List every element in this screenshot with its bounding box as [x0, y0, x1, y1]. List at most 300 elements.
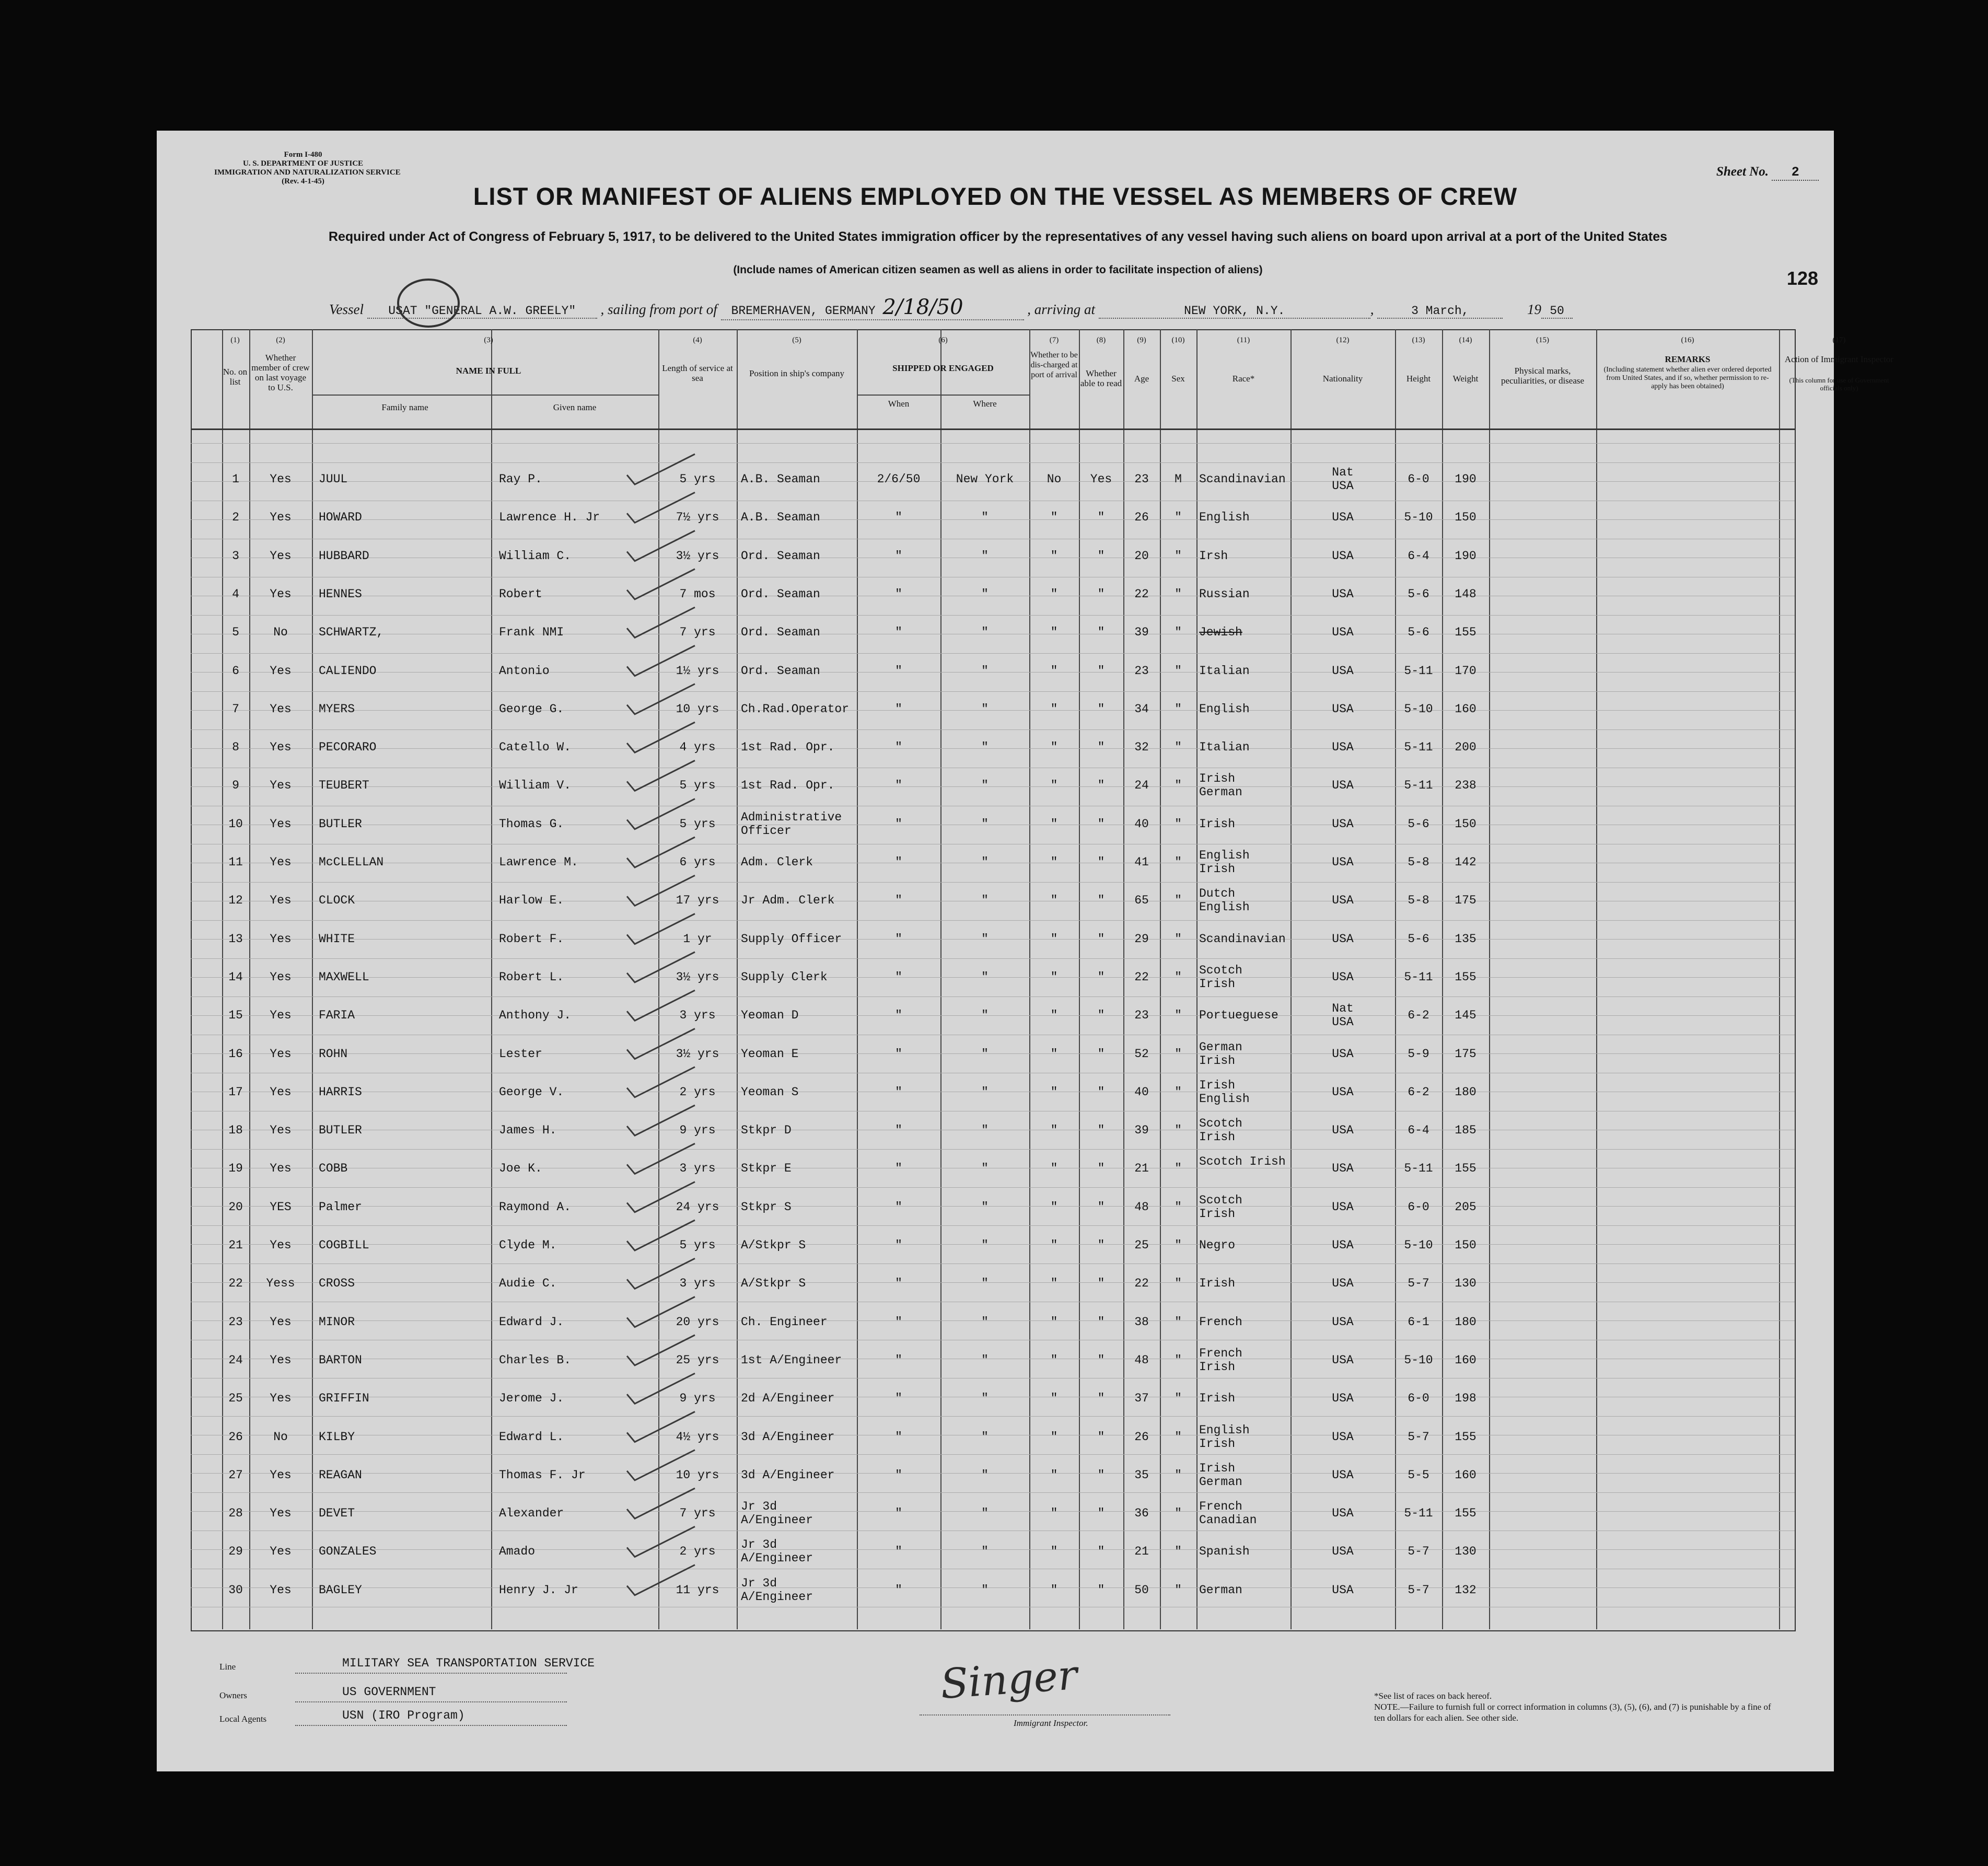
col-num-8: (8) — [1096, 336, 1106, 344]
given-name: Alexander — [499, 1506, 564, 1520]
sex: " — [1175, 587, 1182, 601]
age: 32 — [1134, 740, 1149, 754]
able-to-read: " — [1097, 1009, 1105, 1022]
discharged: " — [1050, 511, 1058, 524]
discharged: " — [1050, 1277, 1058, 1290]
age: 40 — [1134, 817, 1149, 831]
sex: " — [1175, 855, 1182, 869]
sex: " — [1175, 779, 1182, 792]
subheader-divider — [312, 395, 658, 396]
shipped-where: " — [981, 1583, 989, 1597]
height: 5-9 — [1408, 1047, 1429, 1061]
nationality: USA — [1332, 1085, 1354, 1099]
age: 39 — [1134, 1123, 1149, 1137]
line-rule — [295, 1672, 567, 1674]
header-age: Age — [1134, 374, 1149, 384]
able-to-read: " — [1097, 740, 1105, 754]
position: Ch. Engineer — [741, 1315, 828, 1329]
shipped-when: " — [895, 1583, 902, 1597]
given-name: Lester — [499, 1047, 542, 1061]
header-sex: Sex — [1171, 374, 1185, 384]
length-of-service: 5 yrs — [679, 779, 716, 792]
family-name: FARIA — [319, 1009, 355, 1022]
crew-last-voyage: Yes — [270, 1238, 292, 1252]
header-race: Race* — [1232, 374, 1255, 384]
discharged: " — [1050, 740, 1058, 754]
row-number: 25 — [228, 1392, 243, 1405]
line-label: Line — [219, 1662, 236, 1672]
weight: 145 — [1455, 1009, 1477, 1022]
length-of-service: 7 mos — [679, 587, 716, 601]
shipped-when: " — [895, 1315, 902, 1329]
nationality: USA — [1332, 1468, 1354, 1482]
given-name: Clyde M. — [499, 1238, 557, 1252]
age: 36 — [1134, 1506, 1149, 1520]
family-name: MAXWELL — [319, 970, 369, 984]
length-of-service: 17 yrs — [676, 894, 719, 907]
service-name: IMMIGRATION AND NATURALIZATION SERVICE — [214, 168, 401, 177]
given-name: Catello W. — [499, 740, 572, 754]
sex: " — [1175, 1277, 1182, 1290]
shipped-where: " — [981, 1238, 989, 1252]
race: Scandinavian — [1199, 472, 1286, 486]
header-physical-marks: Physical marks, peculiarities, or disease — [1501, 366, 1585, 386]
discharged: " — [1050, 1123, 1058, 1137]
age: 24 — [1134, 779, 1149, 792]
shipped-when: " — [895, 1123, 902, 1137]
sex: " — [1175, 1353, 1182, 1367]
able-to-read: " — [1097, 625, 1105, 639]
family-name: CROSS — [319, 1277, 355, 1290]
family-name: COBB — [319, 1162, 348, 1175]
race: Negro — [1199, 1238, 1236, 1252]
header-family-name: Family name — [381, 402, 428, 412]
handwritten-date: 2/18/50 — [882, 295, 963, 319]
position: Yeoman D — [741, 1009, 799, 1022]
length-of-service: 11 yrs — [676, 1583, 719, 1597]
shipped-when: " — [895, 587, 902, 601]
nationality: USA — [1332, 932, 1354, 946]
race: French — [1199, 1315, 1242, 1329]
position: Administrative Officer — [741, 810, 842, 838]
family-name: COGBILL — [319, 1238, 369, 1252]
crew-last-voyage: Yes — [270, 740, 292, 754]
length-of-service: 3½ yrs — [676, 549, 719, 563]
position: Ch.Rad.Operator — [741, 702, 850, 716]
row-number: 9 — [232, 779, 239, 792]
sheet-label: Sheet No. — [1716, 165, 1769, 179]
header-height: Height — [1406, 374, 1431, 384]
footer-notes — [1374, 1690, 1771, 1723]
header-no-on-list: No. on list — [223, 367, 248, 387]
row-number: 17 — [228, 1085, 243, 1099]
length-of-service: 9 yrs — [679, 1123, 716, 1137]
arrival-date: 3 March, — [1377, 304, 1503, 319]
discharged: " — [1050, 1583, 1058, 1597]
weight: 142 — [1455, 855, 1477, 869]
discharged: " — [1050, 664, 1058, 678]
weight: 150 — [1455, 817, 1477, 831]
height: 5-11 — [1404, 779, 1433, 792]
given-name: William C. — [499, 549, 572, 563]
weight: 200 — [1455, 740, 1477, 754]
weight: 180 — [1455, 1085, 1477, 1099]
nationality: USA — [1332, 1162, 1354, 1175]
header-shipped-or-engaged: SHIPPED OR ENGAGED — [892, 363, 994, 373]
discharged: " — [1050, 1009, 1058, 1022]
weight: 198 — [1455, 1392, 1477, 1405]
length-of-service: 10 yrs — [676, 1468, 719, 1482]
position: 3d A/Engineer — [741, 1430, 835, 1444]
nationality: USA — [1332, 1506, 1354, 1520]
shipped-when: " — [895, 740, 902, 754]
length-of-service: 4 yrs — [679, 740, 716, 754]
weight: 160 — [1455, 1468, 1477, 1482]
discharged: " — [1050, 702, 1058, 716]
length-of-service: 5 yrs — [679, 472, 716, 486]
nationality: USA — [1332, 779, 1354, 792]
length-of-service: 4½ yrs — [676, 1430, 719, 1444]
sex: " — [1175, 1545, 1182, 1558]
sex: " — [1175, 1200, 1182, 1214]
circle-mark — [392, 274, 465, 332]
discharged: " — [1050, 1315, 1058, 1329]
shipped-where: " — [981, 970, 989, 984]
crew-last-voyage: Yes — [270, 1047, 292, 1061]
shipped-where: " — [981, 1085, 989, 1099]
sex: " — [1175, 664, 1182, 678]
col-num-10: (10) — [1171, 336, 1185, 344]
position: A.B. Seaman — [741, 511, 820, 524]
age: 23 — [1134, 472, 1149, 486]
nationality: USA — [1332, 511, 1354, 524]
age: 50 — [1134, 1583, 1149, 1597]
col-num-5: (5) — [792, 336, 801, 344]
position: 1st A/Engineer — [741, 1353, 842, 1367]
given-name: Thomas G. — [499, 817, 564, 831]
shipped-when: " — [895, 1009, 902, 1022]
row-number: 13 — [228, 932, 243, 946]
line-value: MILITARY SEA TRANSPORTATION SERVICE — [342, 1656, 595, 1670]
sex: " — [1175, 511, 1182, 524]
discharged: " — [1050, 1200, 1058, 1214]
age: 38 — [1134, 1315, 1149, 1329]
family-name: SCHWARTZ, — [319, 625, 384, 639]
sex: " — [1175, 970, 1182, 984]
race: Irish — [1199, 817, 1236, 831]
length-of-service: 3½ yrs — [676, 1047, 719, 1061]
length-of-service: 3½ yrs — [676, 970, 719, 984]
able-to-read: " — [1097, 1162, 1105, 1175]
crew-last-voyage: Yes — [270, 1009, 292, 1022]
nationality: USA — [1332, 1392, 1354, 1405]
position: 1st Rad. Opr. — [741, 740, 835, 754]
vessel-name: USAT "GENERAL A.W. GREELY" — [367, 304, 597, 319]
age: 37 — [1134, 1392, 1149, 1405]
able-to-read: " — [1097, 1392, 1105, 1405]
crew-last-voyage: Yes — [270, 1085, 292, 1099]
height: 5-11 — [1404, 740, 1433, 754]
given-name: Raymond A. — [499, 1200, 572, 1214]
position: Jr Adm. Clerk — [741, 894, 835, 907]
discharged: " — [1050, 894, 1058, 907]
nationality: USA — [1332, 1545, 1354, 1558]
crew-last-voyage: Yes — [270, 855, 292, 869]
race: Spanish — [1199, 1545, 1250, 1558]
row-number: 2 — [232, 511, 239, 524]
shipped-where: " — [981, 932, 989, 946]
weight: 150 — [1455, 511, 1477, 524]
row-number: 6 — [232, 664, 239, 678]
given-name: Lawrence H. Jr — [499, 511, 600, 524]
shipped-when: " — [895, 779, 902, 792]
row-number: 8 — [232, 740, 239, 754]
shipped-where: " — [981, 625, 989, 639]
signature-rule — [920, 1714, 1170, 1716]
able-to-read: " — [1097, 1506, 1105, 1520]
able-to-read: " — [1097, 1277, 1105, 1290]
position: Ord. Seaman — [741, 625, 820, 639]
discharged: " — [1050, 817, 1058, 831]
crew-last-voyage: Yes — [270, 970, 292, 984]
crew-last-voyage: Yes — [270, 1315, 292, 1329]
position: Yeoman S — [741, 1085, 799, 1099]
form-number: Form I-480 — [284, 150, 322, 159]
family-name: ROHN — [319, 1047, 348, 1061]
crew-last-voyage: Yes — [270, 549, 292, 563]
family-name: BUTLER — [319, 1123, 362, 1137]
ruled-line — [191, 996, 1795, 997]
height: 6-4 — [1408, 1123, 1429, 1137]
height: 6-4 — [1408, 549, 1429, 563]
race: Irish — [1199, 1392, 1236, 1405]
height: 5-10 — [1404, 511, 1433, 524]
discharged: " — [1050, 1162, 1058, 1175]
row-number: 1 — [232, 472, 239, 486]
manifest-sheet — [157, 131, 1894, 1771]
family-name: MINOR — [319, 1315, 355, 1329]
nationality: USA — [1332, 894, 1354, 907]
ruled-line — [191, 920, 1795, 921]
header-length-of-service: Length of service at sea — [662, 363, 733, 383]
race: Irish German — [1199, 1462, 1242, 1489]
shipped-where: " — [981, 1430, 989, 1444]
row-number: 14 — [228, 970, 243, 984]
race: Italian — [1199, 664, 1250, 678]
able-to-read: " — [1097, 894, 1105, 907]
given-name: Anthony J. — [499, 1009, 572, 1022]
height: 6-0 — [1408, 1392, 1429, 1405]
age: 25 — [1134, 1238, 1149, 1252]
header-where: Where — [973, 399, 997, 409]
local-agents-label: Local Agents — [219, 1714, 267, 1724]
family-name: CLOCK — [319, 894, 355, 907]
crew-last-voyage: Yes — [270, 779, 292, 792]
given-name: Robert — [499, 587, 542, 601]
sailing-label: , sailing from port of — [600, 302, 717, 317]
length-of-service: 25 yrs — [676, 1353, 719, 1367]
crew-last-voyage: Yes — [270, 1468, 292, 1482]
column-divider — [737, 329, 738, 1629]
height: 5-10 — [1404, 702, 1433, 716]
weight: 130 — [1455, 1545, 1477, 1558]
shipped-where: " — [981, 1277, 989, 1290]
shipped-where: " — [981, 1047, 989, 1061]
col-num-17: (17) — [1832, 336, 1846, 344]
given-name: William V. — [499, 779, 572, 792]
shipped-where: " — [981, 1468, 989, 1482]
col-num-14: (14) — [1459, 336, 1472, 344]
shipped-when: " — [895, 1430, 902, 1444]
age: 21 — [1134, 1545, 1149, 1558]
shipped-when: " — [895, 1506, 902, 1520]
column-divider — [1489, 329, 1490, 1629]
shipped-when: " — [895, 1277, 902, 1290]
row-number: 4 — [232, 587, 239, 601]
length-of-service: 3 yrs — [679, 1009, 716, 1022]
arriving-label: , arriving at — [1027, 302, 1096, 317]
discharged: " — [1050, 1506, 1058, 1520]
form-identifier — [214, 150, 401, 186]
agents-rule — [295, 1724, 567, 1726]
height: 5-7 — [1408, 1430, 1429, 1444]
col-num-11: (11) — [1237, 336, 1250, 344]
family-name: CALIENDO — [319, 664, 377, 678]
page-note: (Include names of American citizen seamen as well as aliens in order to facilitate inspection of aliens) — [733, 264, 1263, 276]
discharged: " — [1050, 1353, 1058, 1367]
length-of-service: 2 yrs — [679, 1085, 716, 1099]
position: 3d A/Engineer — [741, 1468, 835, 1482]
col-num-7: (7) — [1049, 336, 1059, 344]
position: 2d A/Engineer — [741, 1392, 835, 1405]
arrival-port: NEW YORK, N.Y. — [1099, 304, 1370, 319]
position: Ord. Seaman — [741, 664, 820, 678]
shipped-where: " — [981, 817, 989, 831]
nationality: USA — [1332, 970, 1354, 984]
col-num-1: (1) — [230, 336, 240, 344]
able-to-read: " — [1097, 1085, 1105, 1099]
crew-last-voyage: YES — [270, 1200, 292, 1214]
shipped-where: " — [981, 1353, 989, 1367]
nationality: USA — [1332, 855, 1354, 869]
age: 34 — [1134, 702, 1149, 716]
age: 35 — [1134, 1468, 1149, 1482]
nationality: USA — [1332, 1315, 1354, 1329]
height: 6-0 — [1408, 1200, 1429, 1214]
header-remarks: REMARKS — [1665, 354, 1711, 364]
shipped-where: " — [981, 1200, 989, 1214]
header-divider — [191, 428, 1795, 430]
ruled-line — [191, 462, 1795, 463]
family-name: HUBBARD — [319, 549, 369, 563]
discharged: " — [1050, 587, 1058, 601]
row-number: 30 — [228, 1583, 243, 1597]
crew-last-voyage: Yess — [266, 1277, 295, 1290]
vessel-label: Vessel — [329, 302, 364, 317]
weight: 175 — [1455, 894, 1477, 907]
discharged: " — [1050, 1392, 1058, 1405]
discharged: " — [1050, 1238, 1058, 1252]
position: Supply Officer — [741, 932, 842, 946]
discharged: " — [1050, 1430, 1058, 1444]
discharged: " — [1050, 1468, 1058, 1482]
length-of-service: 1½ yrs — [676, 664, 719, 678]
crew-last-voyage: Yes — [270, 1162, 292, 1175]
row-number: 10 — [228, 817, 243, 831]
arrival-year: 50 — [1541, 304, 1573, 319]
position: Yeoman E — [741, 1047, 799, 1061]
given-name: Ray P. — [499, 472, 542, 486]
crew-last-voyage: Yes — [270, 472, 292, 486]
family-name: HOWARD — [319, 511, 362, 524]
race: English Irish — [1199, 1423, 1250, 1451]
position: Jr 3d A/Engineer — [741, 1577, 813, 1604]
nationality: USA — [1332, 1047, 1354, 1061]
discharged: " — [1050, 970, 1058, 984]
nationality: Nat USA — [1332, 466, 1354, 493]
discharged: " — [1050, 1545, 1058, 1558]
discharged: " — [1050, 932, 1058, 946]
shipped-where: " — [981, 1545, 989, 1558]
race: Italian — [1199, 740, 1250, 754]
family-name: HARRIS — [319, 1085, 362, 1099]
sex: " — [1175, 1392, 1182, 1405]
nationality: Nat USA — [1332, 1002, 1354, 1029]
age: 23 — [1134, 664, 1149, 678]
column-divider — [1596, 329, 1597, 1629]
shipped-when: " — [895, 1392, 902, 1405]
discharged: No — [1047, 472, 1062, 486]
shipped-when: " — [895, 1047, 902, 1061]
header-position: Position in ship's company — [749, 368, 845, 378]
header-remarks-note: (Including statement whether alien ever ordered deported from United States, and if so, whether permission to re-apply has been obtained) — [1603, 366, 1772, 390]
length-of-service: 7 yrs — [679, 1506, 716, 1520]
able-to-read: " — [1097, 702, 1105, 716]
crew-last-voyage: Yes — [270, 1583, 292, 1597]
length-of-service: 5 yrs — [679, 1238, 716, 1252]
position: Stkpr S — [741, 1200, 792, 1214]
crew-last-voyage: No — [273, 625, 288, 639]
sex: " — [1175, 1047, 1182, 1061]
shipped-when: " — [895, 1545, 902, 1558]
header-when: When — [888, 399, 910, 409]
able-to-read: " — [1097, 1047, 1105, 1061]
nationality: USA — [1332, 1200, 1354, 1214]
able-to-read: " — [1097, 932, 1105, 946]
ruled-line — [191, 882, 1795, 883]
weight: 155 — [1455, 625, 1477, 639]
sex: " — [1175, 932, 1182, 946]
weight: 130 — [1455, 1277, 1477, 1290]
race: Dutch English — [1199, 887, 1250, 914]
given-name: Lawrence M. — [499, 855, 578, 869]
able-to-read: " — [1097, 779, 1105, 792]
shipped-where: " — [981, 740, 989, 754]
shipped-where: " — [981, 587, 989, 601]
height: 5-10 — [1404, 1238, 1433, 1252]
nationality: USA — [1332, 740, 1354, 754]
weight: 238 — [1455, 779, 1477, 792]
able-to-read: " — [1097, 1123, 1105, 1137]
able-to-read: " — [1097, 1200, 1105, 1214]
able-to-read: " — [1097, 1430, 1105, 1444]
col-num-16: (16) — [1681, 336, 1694, 344]
nationality: USA — [1332, 587, 1354, 601]
nationality: USA — [1332, 1583, 1354, 1597]
race: English — [1199, 511, 1250, 524]
family-name: GRIFFIN — [319, 1392, 369, 1405]
shipped-when: " — [895, 894, 902, 907]
